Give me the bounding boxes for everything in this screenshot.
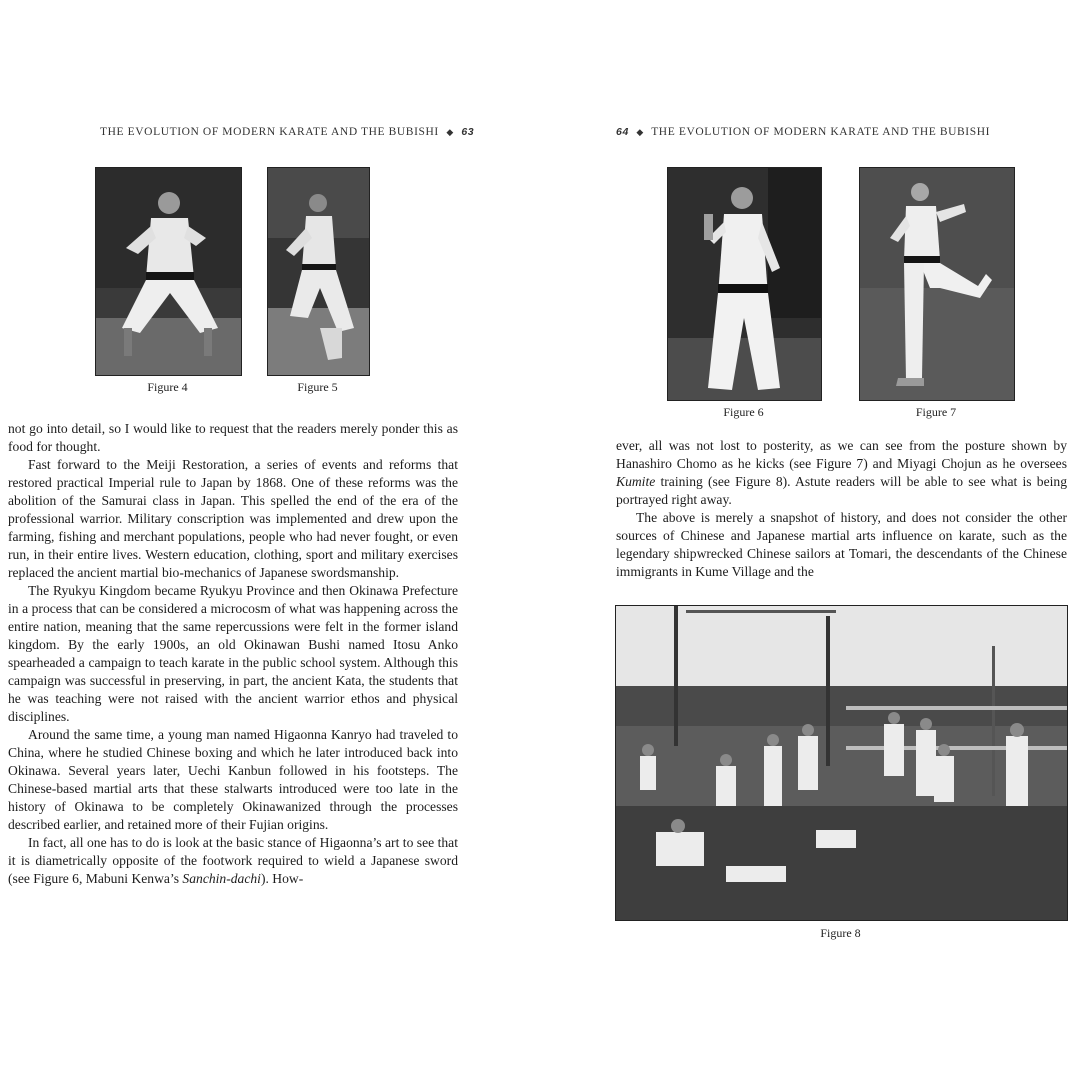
page-number: 63 bbox=[461, 126, 475, 138]
running-head-title: THE EVOLUTION OF MODERN KARATE AND THE BUBISHI bbox=[100, 126, 439, 138]
paragraph: Around the same time, a young man named Higaonna Kanryo had traveled to China, where he studied Chinese boxing and which he later introduced back into Okinawa. Several years later, Uechi Kanbun followed in his footsteps. The Chinese-based martial arts that these stalwarts introduced were too late in the history of Okinawa to be completely Okinawanized through the processes described earlier, and retained more of their Fujian origins. bbox=[8, 727, 458, 832]
page-number: 64 bbox=[616, 126, 629, 138]
diamond-icon: ◆ bbox=[446, 127, 454, 137]
left-page bbox=[0, 0, 536, 1073]
paragraph bbox=[616, 437, 1067, 509]
figure-6-caption: Figure 6 bbox=[723, 405, 764, 419]
left-body-text bbox=[8, 420, 458, 888]
figure-7-caption: Figure 7 bbox=[915, 405, 957, 419]
paragraph-text: ever, all was not lost to posterity, as we can see from the posture shown by Hanashiro Chomo as he kicks (see Figure 7) and Miyagi Chojun as he oversees bbox=[616, 438, 1067, 471]
figure-6-photo bbox=[667, 167, 822, 401]
italic-term: Sanchin-dachi bbox=[182, 871, 261, 886]
paragraph: The above is merely a snapshot of history, and does not consider the other sources of Chinese and Japanese martial arts influence on karate, such as the legendary shipwrecked Chinese sailors at Tomari, the descendants of the Chinese immigrants in Kume Village and the bbox=[616, 510, 1067, 579]
paragraph-text: In fact, all one has to do is look at the basic stance of Higaonna’s art to see that it is diametrically opposite of the footwork required to wield a Japanese sword (see Figure 6, Mabuni Kenwa’s bbox=[8, 835, 458, 886]
figure-5-caption: Figure 5 bbox=[297, 380, 338, 394]
paragraph-text: ). How- bbox=[260, 871, 304, 886]
figure-7-photo bbox=[859, 167, 1015, 401]
paragraph-text: training (see Figure 8). Astute readers will be able to see what is being portrayed right away. bbox=[616, 474, 1067, 507]
right-page bbox=[536, 0, 1073, 1073]
right-body-text bbox=[616, 437, 1067, 581]
paragraph: The Ryukyu Kingdom became Ryukyu Province and then Okinawa Prefecture in a process that can be considered a microcosm of what was happening across the entire nation, meaning that the same repercussions were felt in the former island kingdom. By the early 1900s, an old Okinawan Bushi named Itosu Anko spearheaded a campaign to teach karate in the public school system. Although this campaign was successful in preserving, in part, the ancient Kata, the students that he was teaching were not raised with the ancient warrior ethos and physical disciplines. bbox=[8, 583, 458, 724]
figure-8-caption: Figure 8 bbox=[820, 926, 861, 940]
italic-term: Kumite bbox=[616, 474, 656, 489]
figure-8-photo bbox=[615, 605, 1068, 921]
paragraph: Fast forward to the Meiji Restoration, a series of events and reforms that restored practical Imperial rule to Japan by 1868. One of these reforms was the abolition of the Samurai class in Japan. This spelled the end of the era of the professional warrior. Military conscription was implemented and drew upon the farming, fishing and merchant populations, people who had never fought, or even run, in their entire lives. Western education, clothing, sport and military exercises replaced the ancient martial bio-mechanics of Japanese swordsmanship. bbox=[8, 457, 458, 580]
paragraph: not go into detail, so I would like to request that the readers merely ponder this as food for thought. bbox=[8, 421, 458, 454]
figure-4-photo bbox=[95, 167, 242, 376]
figure-4-caption: Figure 4 bbox=[147, 380, 188, 394]
running-head-right bbox=[616, 126, 990, 138]
running-head-left bbox=[100, 126, 474, 138]
paragraph bbox=[8, 834, 458, 888]
diamond-icon: ◆ bbox=[636, 127, 644, 137]
figure-5-photo bbox=[267, 167, 370, 376]
running-head-title: THE EVOLUTION OF MODERN KARATE AND THE BUBISHI bbox=[651, 126, 991, 138]
